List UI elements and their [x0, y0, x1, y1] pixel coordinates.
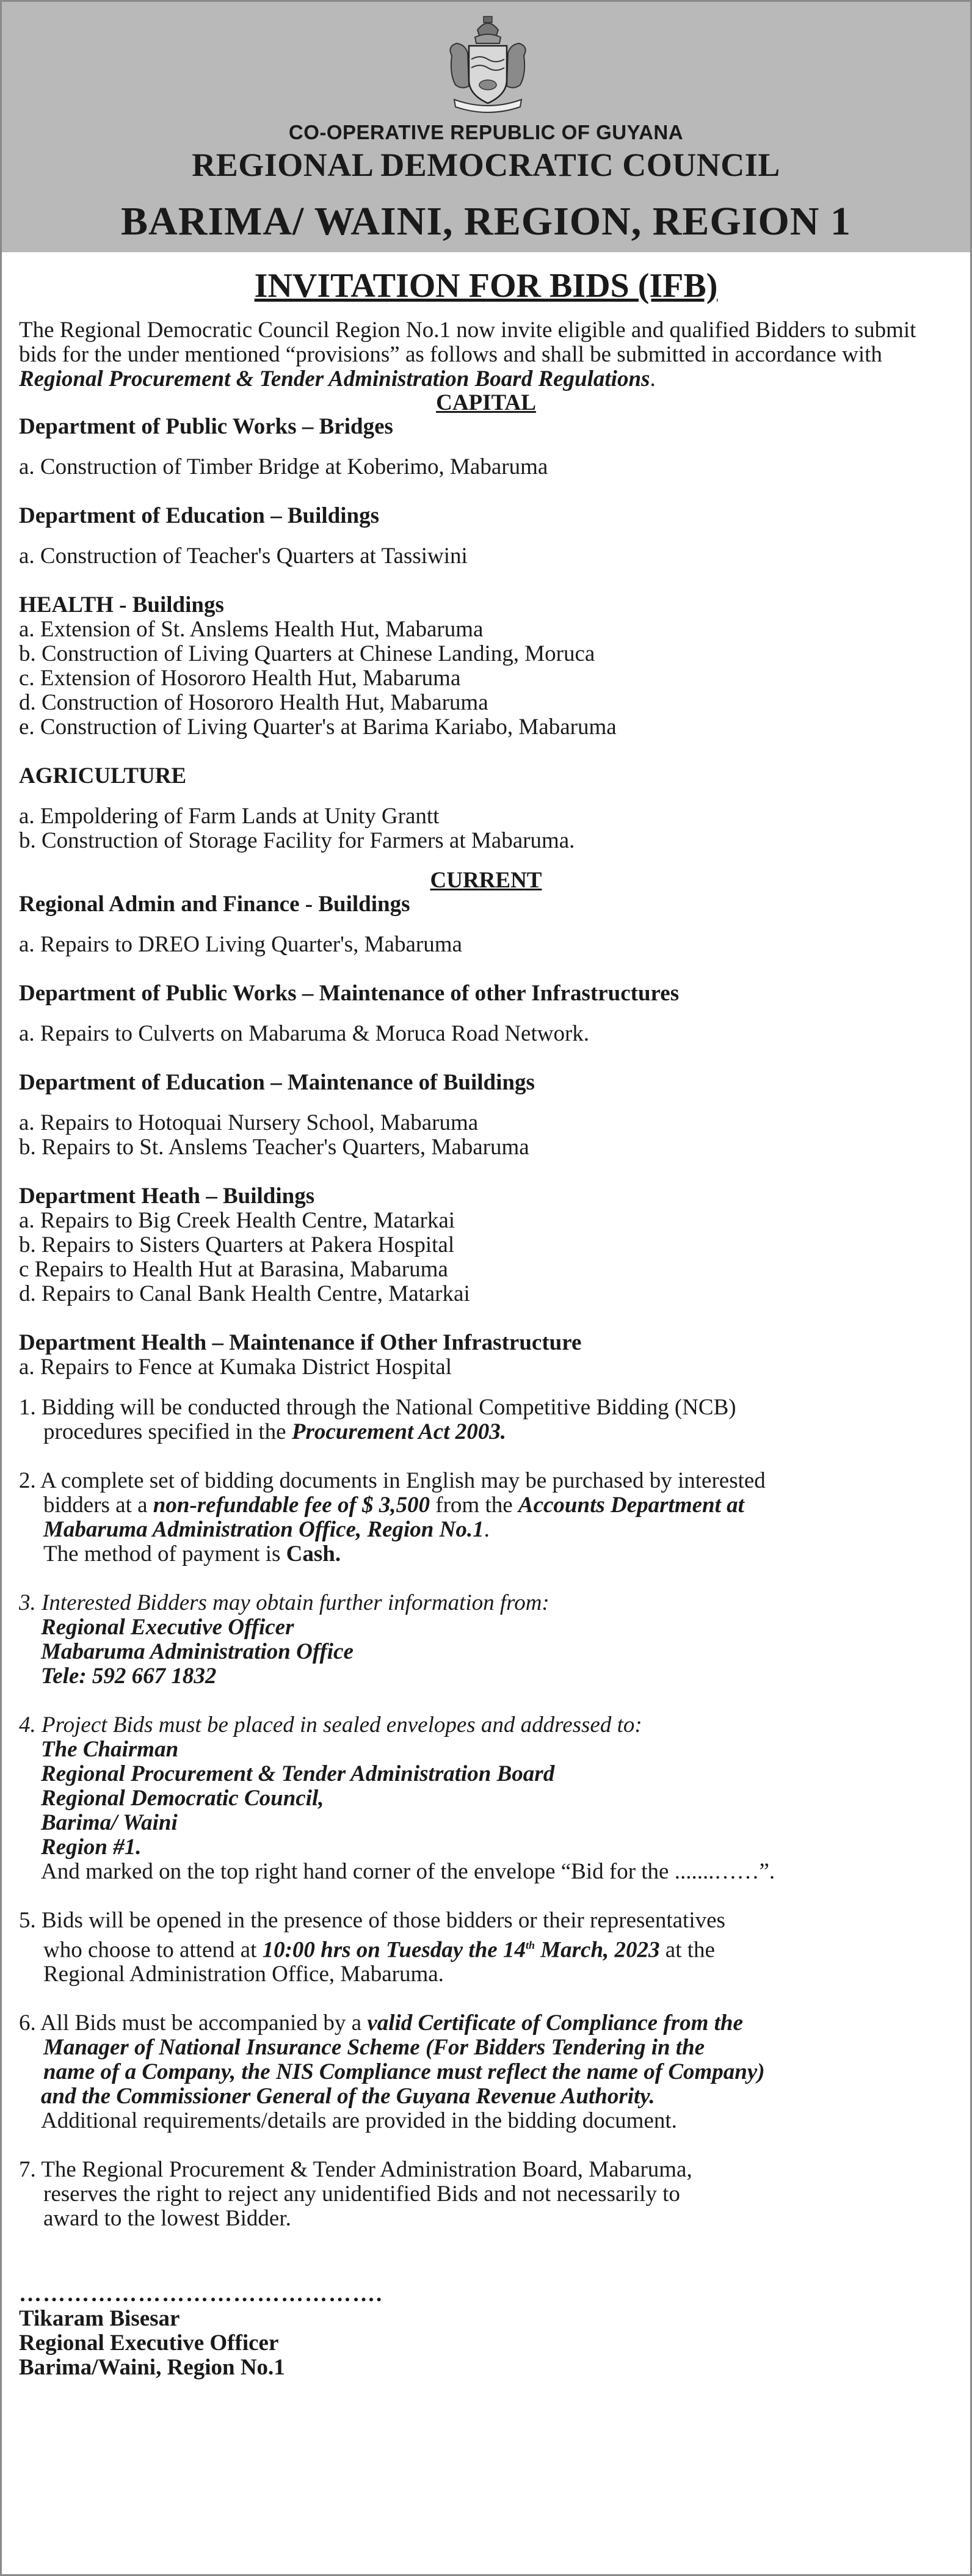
list-item: c. Extension of Hosororo Health Hut, Mabaruma	[19, 666, 461, 691]
council-name: REGIONAL DEMOCRATIC COUNCIL	[192, 147, 780, 183]
list-item: a. Construction of Timber Bridge at Koberimo, Mabaruma	[19, 454, 548, 479]
list-item: a. Empoldering of Farm Lands at Unity Grantt	[19, 804, 440, 829]
list-item: a. Repairs to Big Creek Health Centre, Matarkai	[19, 1208, 455, 1233]
instruction-text: name of a Company, the NIS Compliance must reflect the name of Company)	[43, 2059, 765, 2085]
contact-phone: Tele: 592 667 1832	[41, 1664, 217, 1689]
current-heading: CURRENT	[430, 868, 542, 893]
instruction-text-part: The method of payment is	[43, 1541, 286, 1566]
instruction-text-part: who choose to attend at	[43, 1937, 263, 1963]
instruction-text: 4. Project Bids must be placed in sealed envelopes and addressed to:	[19, 1712, 642, 1737]
list-item: b. Repairs to St. Anslems Teacher's Quarters, Mabaruma	[19, 1135, 529, 1160]
opening-date: 10:00 hrs on Tuesday the 14	[262, 1937, 526, 1963]
instruction-2	[19, 1469, 953, 1566]
address-line: Regional Democratic Council,	[41, 1786, 324, 1811]
instruction-4	[19, 1713, 953, 1884]
list-item: a. Repairs to DREO Living Quarter's, Mabaruma	[19, 932, 462, 957]
fee-text: non-refundable fee of $ 3,500	[153, 1493, 430, 1518]
instruction-text: Manager of National Insurance Scheme (For Bidders Tendering in the	[43, 2035, 705, 2061]
payment-method: Cash.	[286, 1541, 341, 1566]
instruction-text: 1. Bidding will be conducted through the National Competitive Bidding (NCB)	[19, 1395, 736, 1420]
instruction-text	[19, 1542, 953, 1566]
list-item: a. Repairs to Culverts on Mabaruma & Moruca Road Network.	[19, 1021, 590, 1046]
coat-of-arms-icon	[441, 13, 535, 117]
list-item: b. Repairs to Sisters Quarters at Pakera Hospital	[19, 1232, 455, 1257]
list-item: e. Construction of Living Quarter's at Barima Kariabo, Mabaruma	[19, 715, 617, 740]
instruction-text-part: 6. All Bids must be accompanied by a	[19, 2010, 368, 2036]
capital-heading: CAPITAL	[436, 390, 536, 415]
list-item: c Repairs to Health Hut at Barasina, Mabaruma	[19, 1257, 448, 1282]
instruction-text	[19, 1493, 953, 1518]
instruction-6	[19, 2011, 953, 2133]
date-suffix: th	[525, 1939, 535, 1951]
intro-paragraph	[19, 318, 953, 391]
instruction-text	[19, 2011, 953, 2036]
instruction-text-part: procedures specified in the	[43, 1419, 292, 1444]
instruction-1	[19, 1395, 953, 1444]
instruction-text: 2. A complete set of bidding documents in English may be purchased by interested	[19, 1468, 766, 1493]
intro-text: The Regional Democratic Council Region No.1 now invite eligible and qualified Bidders to submit bids for the under mentioned “provisions” as follows and shall be submitted in accordance with	[19, 318, 916, 367]
ad-body	[2, 267, 970, 2380]
contact-title: Regional Executive Officer	[41, 1615, 294, 1640]
signatory-region: Barima/Waini, Region No.1	[19, 2355, 285, 2381]
list-item: d. Repairs to Canal Bank Health Centre, Matarkai	[19, 1281, 470, 1306]
current-admin-heading: Regional Admin and Finance - Buildings	[19, 892, 410, 917]
intro-regulations: Regional Procurement & Tender Administration Board Regulations	[19, 366, 650, 391]
instruction-text-part: .	[484, 1517, 490, 1542]
address-line: The Chairman	[41, 1737, 179, 1762]
address-line: Regional Procurement & Tender Administration Board	[41, 1761, 555, 1786]
instruction-text: Regional Administration Office, Mabaruma.	[43, 1962, 444, 1987]
instruction-text	[19, 1420, 953, 1444]
current-health-infra-heading: Department Health – Maintenance if Other Infrastructure	[19, 1330, 582, 1355]
instruction-text: Additional requirements/details are provided in the bidding document.	[41, 2108, 677, 2134]
instruction-text: reserves the right to reject any unidentified Bids and not necessarily to	[43, 2181, 680, 2207]
page-title: INVITATION FOR BIDS (IFB)	[254, 267, 718, 305]
signatory-title: Regional Executive Officer	[19, 2330, 279, 2356]
instruction-text-part: valid Certificate of Compliance from the	[367, 2010, 743, 2036]
current-public-works-heading: Department of Public Works – Maintenance of other Infrastructures	[19, 981, 680, 1006]
instruction-text-part: from the	[430, 1493, 518, 1518]
instruction-text-part: bidders at a	[43, 1493, 153, 1518]
capital-public-works-heading: Department of Public Works – Bridges	[19, 414, 393, 439]
instruction-text: award to the lowest Bidder.	[43, 2206, 291, 2232]
list-item: d. Construction of Hosororo Health Hut, Mabaruma	[19, 690, 488, 715]
country-name: CO-OPERATIVE REPUBLIC OF GUYANA	[288, 121, 684, 144]
instruction-text	[19, 1518, 953, 1542]
instruction-3	[19, 1591, 953, 1689]
instruction-text: 3. Interested Bidders may obtain further information from:	[19, 1590, 549, 1615]
current-health-buildings-heading: Department Heath – Buildings	[19, 1184, 315, 1209]
masthead	[2, 2, 970, 252]
capital-health-heading: HEALTH - Buildings	[19, 592, 224, 617]
address-line: Region #1.	[41, 1835, 142, 1860]
list-item: a. Repairs to Hotoquai Nursery School, Mabaruma	[19, 1110, 479, 1135]
instruction-text: 5. Bids will be opened in the presence of those bidders or their representatives	[19, 1908, 725, 1933]
instruction-text: And marked on the top right hand corner of the envelope “Bid for the .......……”.	[41, 1859, 775, 1884]
instruction-text-part: Procurement Act 2003.	[291, 1419, 506, 1444]
region-name: BARIMA/ WAINI, REGION, REGION 1	[121, 199, 851, 244]
address-line: Barima/ Waini	[41, 1810, 178, 1835]
instruction-text-part: Mabaruma Administration Office, Region No.1	[43, 1517, 484, 1542]
capital-education-heading: Department of Education – Buildings	[19, 503, 380, 528]
opening-date-month: March, 2023	[534, 1937, 660, 1963]
instruction-5	[19, 1908, 953, 1987]
list-item: b. Construction of Storage Facility for Farmers at Mabaruma.	[19, 828, 575, 853]
list-item: a. Extension of St. Anslems Health Hut, Mabaruma	[19, 617, 484, 642]
contact-office: Mabaruma Administration Office	[41, 1639, 354, 1664]
capital-agriculture-heading: AGRICULTURE	[19, 763, 187, 788]
signature-line: ……………………………………….	[19, 2282, 383, 2307]
instruction-text-part: at the	[659, 1937, 715, 1963]
current-education-heading: Department of Education – Maintenance of Buildings	[19, 1070, 535, 1095]
instruction-text: and the Commissioner General of the Guyana Revenue Authority.	[41, 2084, 655, 2109]
list-item: a. Construction of Teacher's Quarters at Tassiwini	[19, 544, 468, 569]
instruction-text	[19, 1933, 953, 1962]
list-item: a. Repairs to Fence at Kumaka District Hospital	[19, 1355, 452, 1380]
list-item: b. Construction of Living Quarters at Chinese Landing, Moruca	[19, 641, 595, 666]
instruction-text: 7. The Regional Procurement & Tender Administration Board, Mabaruma,	[19, 2157, 692, 2183]
signatory-name: Tikaram Bisesar	[19, 2306, 180, 2332]
instruction-text-part: Accounts Department at	[518, 1493, 744, 1518]
instruction-7	[19, 2158, 953, 2231]
intro-end: .	[650, 366, 656, 391]
